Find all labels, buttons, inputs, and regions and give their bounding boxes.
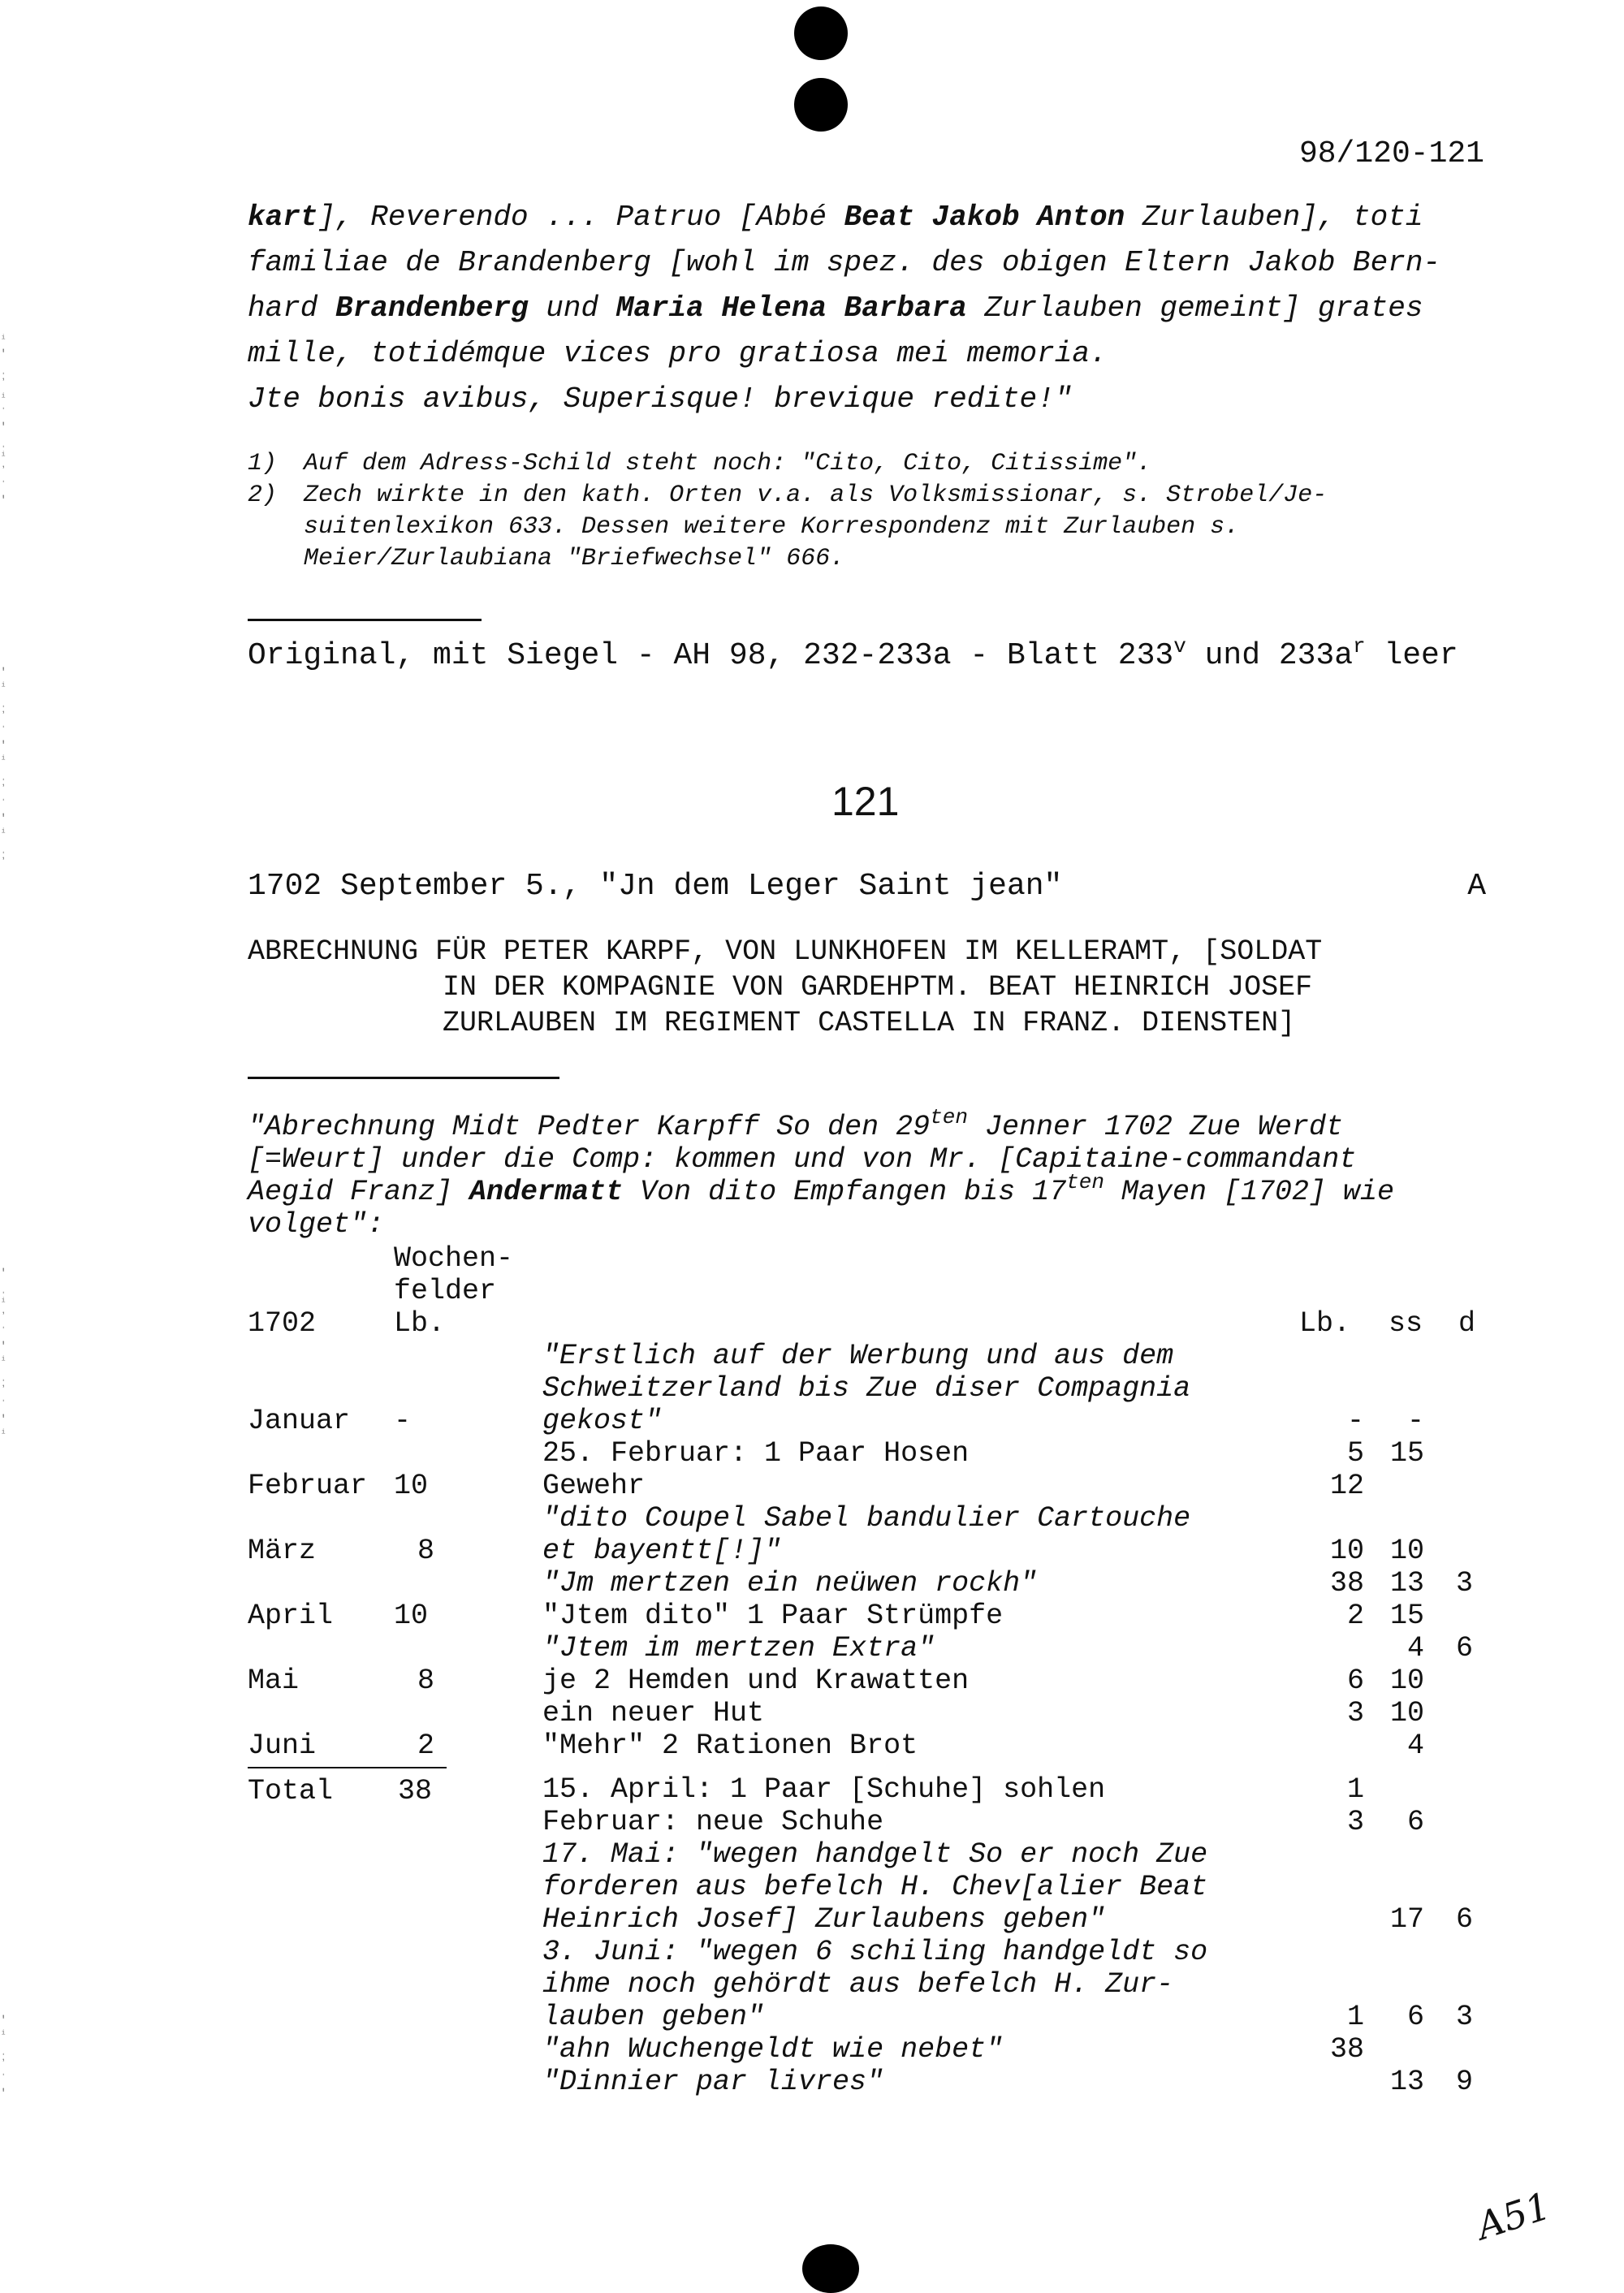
item-lb: 5: [1346, 1437, 1364, 1470]
month-februar-value: 10: [394, 1470, 429, 1502]
footnote-1-number: 1): [248, 450, 278, 477]
letter-line-4: mille, totidémque vices pro gratiosa mei memoria.: [248, 337, 1108, 370]
month-juni-value: 2: [417, 1729, 434, 1762]
scan-edge-marks-3: ʹ ˌ ⁱ ʼ ˈ ʹ ⁱ ˌ ʼ ˈ ʹ ⁱ: [0, 1267, 7, 1441]
item-ss: 6: [1406, 2001, 1424, 2033]
item-lb: 38: [1329, 1567, 1364, 1600]
letter-line-3-part-5: Zurlauben gemeint] grates: [966, 291, 1423, 325]
header-col2-lb: Lb.: [394, 1307, 446, 1340]
scan-edge-marks-4: ʹ ⁱ ˌ ʼ ˈ ʹ: [0, 2014, 7, 2101]
document-number: 121: [831, 779, 900, 824]
item-text: 25. Februar: 1 Paar Hosen: [542, 1437, 970, 1470]
footnote-1-line-1: Auf dem Adress-Schild steht noch: "Cito, Cito, Citissime".: [304, 450, 1152, 477]
letter-line-1-part-1: kart: [248, 201, 318, 234]
item-ss: -: [1406, 1405, 1424, 1437]
header-felder: felder: [394, 1275, 497, 1307]
letter-line-3-part-2: Brandenberg: [335, 291, 529, 325]
header-d: d: [1458, 1307, 1476, 1340]
footnote-2-number: 2): [248, 481, 278, 509]
heading-line-2: IN DER KOMPAGNIE VON GARDEHPTM. BEAT HEINRICH JOSEF: [443, 971, 1313, 1004]
letter-line-3-part-3: und: [528, 291, 616, 325]
item-d: 9: [1455, 2066, 1473, 2098]
intro-line-2: [=Weurt] under die Comp: kommen und von Mr. [Capitaine-commandant: [248, 1143, 1357, 1176]
item-text: gekost": [542, 1405, 663, 1437]
item-d: 3: [1455, 2001, 1473, 2033]
month-mai: Mai: [248, 1665, 300, 1697]
punch-hole-top-1: [794, 6, 848, 60]
header-year: 1702: [248, 1307, 317, 1340]
item-ss: 10: [1389, 1665, 1424, 1697]
intro-line-1-b: Jenner 1702 Zue Werdt: [967, 1111, 1344, 1143]
month-maerz: März: [248, 1535, 317, 1567]
intro-line-1: [248, 1105, 1344, 1143]
item-ss: 4: [1406, 1729, 1424, 1762]
item-lb: 12: [1329, 1470, 1364, 1502]
item-ss: 10: [1389, 1697, 1424, 1729]
item-ss: 13: [1389, 1567, 1424, 1600]
item-text: 3. Juni: "wegen 6 schiling handgeldt so: [542, 1936, 1208, 1968]
total-value: 38: [398, 1775, 433, 1807]
item-text: "Mehr" 2 Rationen Brot: [542, 1729, 918, 1762]
item-text: Heinrich Josef] Zurlaubens geben": [542, 1903, 1106, 1936]
item-text: 15. April: 1 Paar [Schuhe] sohlen: [542, 1773, 1106, 1806]
item-text: "Erstlich auf der Werbung und aus dem: [542, 1340, 1174, 1372]
item-text: 17. Mai: "wegen handgelt So er noch Zue: [542, 1838, 1208, 1871]
item-text: et bayentt[!]": [542, 1535, 782, 1567]
total-rule: [248, 1767, 447, 1768]
item-lb: 1: [1346, 1773, 1364, 1806]
item-text: "Dinnier par livres": [542, 2066, 884, 2098]
punch-hole-bottom: [802, 2244, 859, 2293]
source-line: [248, 634, 1458, 673]
item-text: "dito Coupel Sabel bandulier Cartouche: [542, 1502, 1191, 1535]
letter-line-1-part-3: Beat Jakob Anton: [844, 201, 1125, 234]
month-april-value: 10: [394, 1600, 429, 1632]
separator-line-2: [248, 1077, 559, 1079]
item-lb: 3: [1346, 1806, 1364, 1838]
month-januar: Januar: [248, 1405, 351, 1437]
item-ss: 4: [1406, 1632, 1424, 1665]
item-ss: 6: [1406, 1806, 1424, 1838]
item-text: je 2 Hemden und Krawatten: [542, 1665, 970, 1697]
intro-line-1-a: "Abrechnung Midt Pedter Karpff So den 29: [248, 1111, 931, 1143]
item-lb: 10: [1329, 1535, 1364, 1567]
item-text: ihme noch gehördt aus befelch H. Zur-: [542, 1968, 1174, 2001]
item-text: Gewehr: [542, 1470, 646, 1502]
scan-edge-marks-2: ʹ ⁱ ˌ ʼ ˈ ʹ ⁱ ˌ ʼ ˈ ʹ ⁱ ˌ ʼ: [0, 667, 7, 870]
item-ss: 13: [1389, 2066, 1424, 2098]
source-sup-2: r: [1353, 634, 1366, 659]
intro-line-1-sup: ten: [930, 1105, 968, 1129]
item-text: Februar: neue Schuhe: [542, 1806, 884, 1838]
intro-line-3-c: Von dito Empfangen bis 17: [623, 1176, 1067, 1208]
month-juni: Juni: [248, 1729, 317, 1762]
letter-line-3-part-1: hard: [248, 291, 336, 325]
letter-line-3: [248, 286, 1423, 331]
month-april: April: [248, 1600, 334, 1632]
item-text: "Jm mertzen ein neüwen rockh": [542, 1567, 1038, 1600]
item-text: ein neuer Hut: [542, 1697, 765, 1729]
item-text: "ahn Wuchengeldt wie nebet": [542, 2033, 1004, 2066]
item-text: forderen aus befelch H. Chev[alier Beat: [542, 1871, 1208, 1903]
source-mid: und 233a: [1186, 638, 1354, 673]
item-lb: 2: [1346, 1600, 1364, 1632]
header-ss: ss: [1389, 1307, 1423, 1340]
item-lb: -: [1346, 1405, 1364, 1437]
month-februar: Februar: [248, 1470, 368, 1502]
letter-line-1: [248, 195, 1423, 240]
dateline: 1702 September 5., "Jn dem Leger Saint jean": [248, 869, 1063, 904]
header-wochen: Wochen-: [394, 1242, 514, 1275]
footnote-2-line-3: Meier/Zurlaubiana "Briefwechsel" 666.: [304, 545, 845, 572]
intro-line-3-d: Mayen [1702] wie: [1104, 1176, 1395, 1208]
item-lb: 38: [1329, 2033, 1364, 2066]
item-lb: 1: [1346, 2001, 1364, 2033]
item-text: Schweitzerland bis Zue diser Compagnia: [542, 1372, 1191, 1405]
item-d: 3: [1455, 1567, 1473, 1600]
separator-line-1: [248, 619, 482, 621]
item-d: 6: [1455, 1632, 1473, 1665]
heading-line-3: ZURLAUBEN IM REGIMENT CASTELLA IN FRANZ. DIENSTEN]: [443, 1007, 1296, 1039]
form-letter: A: [1467, 869, 1486, 904]
letter-line-2: familiae de Brandenberg [wohl im spez. des obigen Eltern Jakob Bern-: [248, 246, 1441, 279]
item-ss: 15: [1389, 1600, 1424, 1632]
item-lb: 6: [1346, 1665, 1364, 1697]
scan-edge-marks-1: ⁱ ʹ ˌ ʼ ⁱ ˈ ʹ ˌ ⁱ ʼ ˈ ʹ: [0, 334, 7, 507]
source-end: leer: [1365, 638, 1458, 673]
month-mai-value: 8: [417, 1665, 434, 1697]
intro-line-3-b: Andermatt: [469, 1176, 624, 1208]
item-ss: 15: [1389, 1437, 1424, 1470]
item-d: 6: [1455, 1903, 1473, 1936]
heading-line-1: ABRECHNUNG FÜR PETER KARPF, VON LUNKHOFEN IM KELLERAMT, [SOLDAT: [248, 935, 1323, 968]
intro-line-3-a: Aegid Franz]: [248, 1176, 470, 1208]
item-lb: 3: [1346, 1697, 1364, 1729]
item-ss: 17: [1389, 1903, 1424, 1936]
item-ss: 10: [1389, 1535, 1424, 1567]
total-label: Total: [248, 1775, 334, 1807]
header-lb: Lb.: [1299, 1307, 1351, 1340]
footnote-2-line-2: suitenlexikon 633. Dessen weitere Korrespondenz mit Zurlauben s.: [304, 513, 1240, 541]
item-text: lauben geben": [542, 2001, 765, 2033]
intro-line-3-sup: ten: [1066, 1170, 1104, 1194]
footnote-2-line-1: Zech wirkte in den kath. Orten v.a. als Volksmissionar, s. Strobel/Je-: [304, 481, 1328, 509]
source-text: Original, mit Siegel - AH 98, 232-233a - Blatt 233: [248, 638, 1174, 673]
letter-line-3-part-4: Maria Helena Barbara: [615, 291, 967, 325]
letter-line-1-part-2: ], Reverendo ... Patruo [Abbé: [317, 201, 844, 234]
intro-line-3: [248, 1170, 1395, 1208]
intro-line-4: volget":: [248, 1208, 385, 1241]
item-text: "Jtem im mertzen Extra": [542, 1632, 935, 1665]
source-sup-1: v: [1173, 634, 1186, 659]
letter-line-5: Jte bonis avibus, Superisque! brevique redite!": [248, 382, 1073, 416]
letter-line-1-part-4: Zurlauben], toti: [1125, 201, 1423, 234]
handwritten-mark: A51: [1471, 2183, 1556, 2248]
page-reference: 98/120-121: [1298, 136, 1484, 171]
item-text: "Jtem dito" 1 Paar Strümpfe: [542, 1600, 1004, 1632]
month-maerz-value: 8: [417, 1535, 434, 1567]
month-januar-value: -: [394, 1405, 412, 1437]
punch-hole-top-2: [794, 78, 848, 132]
